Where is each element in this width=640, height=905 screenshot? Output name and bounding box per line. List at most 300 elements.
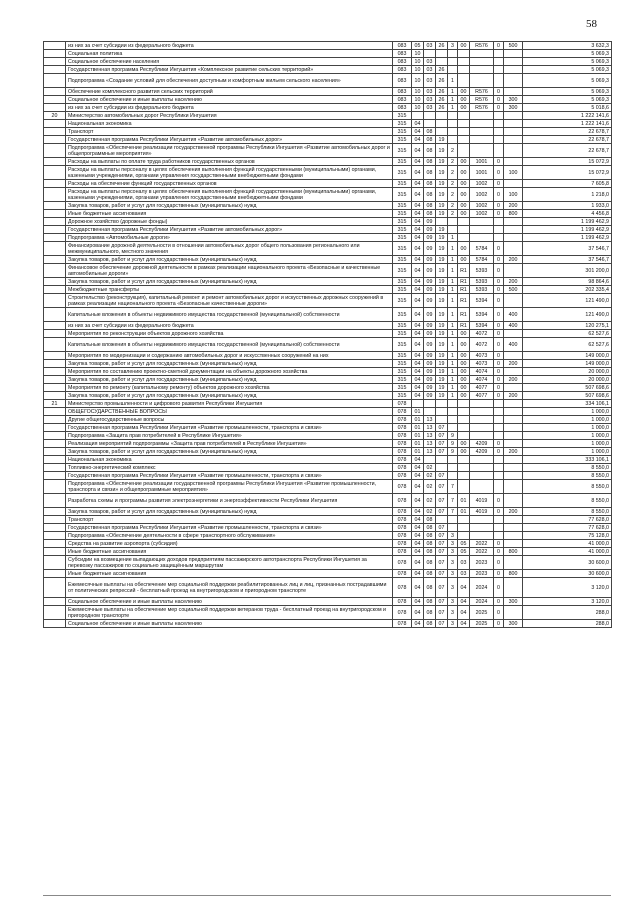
code-subprogram: 1 bbox=[448, 376, 458, 384]
code-sub-direction: 0 bbox=[494, 598, 504, 606]
code-ministry: 083 bbox=[393, 104, 412, 112]
code-section: 04 bbox=[412, 556, 424, 570]
row-number bbox=[44, 456, 66, 464]
code-section: 04 bbox=[412, 548, 424, 556]
row-amount: 5 069,3 bbox=[523, 96, 612, 104]
table-row bbox=[44, 144, 612, 158]
code-section: 01 bbox=[412, 448, 424, 456]
code-expense-type: 300 bbox=[504, 96, 523, 104]
code-section: 04 bbox=[412, 242, 424, 256]
row-amount: 3 120,0 bbox=[523, 598, 612, 606]
code-ministry: 078 bbox=[393, 400, 412, 408]
code-direction: 5784 bbox=[470, 256, 494, 264]
code-ministry: 078 bbox=[393, 524, 412, 532]
code-subsection: 08 bbox=[424, 136, 436, 144]
code-section: 04 bbox=[412, 264, 424, 278]
code-section: 10 bbox=[412, 66, 424, 74]
table-row bbox=[44, 368, 612, 376]
row-number bbox=[44, 188, 66, 202]
row-amount: 1 000,0 bbox=[523, 440, 612, 448]
code-event bbox=[458, 234, 470, 242]
code-section: 10 bbox=[412, 50, 424, 58]
row-amount: 121 490,0 bbox=[523, 294, 612, 308]
row-number bbox=[44, 166, 66, 180]
code-direction bbox=[470, 144, 494, 158]
row-amount: 15 072,9 bbox=[523, 166, 612, 180]
code-direction: R576 bbox=[470, 88, 494, 96]
code-section: 04 bbox=[412, 368, 424, 376]
code-section: 10 bbox=[412, 96, 424, 104]
code-sub-direction: 0 bbox=[494, 42, 504, 50]
row-amount: 507 698,6 bbox=[523, 384, 612, 392]
row-amount: 62 527,6 bbox=[523, 330, 612, 338]
code-event: 05 bbox=[458, 548, 470, 556]
code-expense-type bbox=[504, 352, 523, 360]
code-direction: 4072 bbox=[470, 330, 494, 338]
table-row bbox=[44, 74, 612, 88]
code-section: 04 bbox=[412, 166, 424, 180]
code-ministry: 083 bbox=[393, 66, 412, 74]
code-section: 04 bbox=[412, 218, 424, 226]
table-row bbox=[44, 294, 612, 308]
code-section: 04 bbox=[412, 338, 424, 352]
row-amount: 121 490,0 bbox=[523, 308, 612, 322]
row-number bbox=[44, 532, 66, 540]
code-event bbox=[458, 472, 470, 480]
code-program: 19 bbox=[436, 376, 448, 384]
row-name: ОБЩЕГОСУДАРСТВЕННЫЕ ВОПРОСЫ bbox=[66, 408, 393, 416]
row-number bbox=[44, 136, 66, 144]
row-number bbox=[44, 144, 66, 158]
code-subsection: 08 bbox=[424, 606, 436, 620]
code-sub-direction: 0 bbox=[494, 360, 504, 368]
code-subsection bbox=[424, 112, 436, 120]
code-section: 04 bbox=[412, 532, 424, 540]
table-row bbox=[44, 58, 612, 66]
code-direction bbox=[470, 112, 494, 120]
row-amount: 37 546,7 bbox=[523, 242, 612, 256]
table-row bbox=[44, 136, 612, 144]
code-section: 04 bbox=[412, 620, 424, 628]
code-sub-direction bbox=[494, 136, 504, 144]
code-program: 19 bbox=[436, 166, 448, 180]
row-number: 21 bbox=[44, 400, 66, 408]
row-number bbox=[44, 50, 66, 58]
code-ministry: 315 bbox=[393, 128, 412, 136]
code-subprogram: 9 bbox=[448, 440, 458, 448]
code-subprogram: 3 bbox=[448, 570, 458, 578]
row-name: Государственная программа Республики Ингушетия «Развитие автомобильных дорог» bbox=[66, 226, 393, 234]
row-name: Подпрограмма «Защита прав потребителей в Республике Ингушетия» bbox=[66, 432, 393, 440]
code-subprogram: 1 bbox=[448, 234, 458, 242]
code-program: 26 bbox=[436, 88, 448, 96]
code-section: 04 bbox=[412, 508, 424, 516]
row-amount: 22 678,7 bbox=[523, 128, 612, 136]
code-subprogram: 9 bbox=[448, 448, 458, 456]
table-row bbox=[44, 50, 612, 58]
code-ministry: 078 bbox=[393, 494, 412, 508]
code-subprogram: 1 bbox=[448, 322, 458, 330]
code-section: 04 bbox=[412, 360, 424, 368]
code-subprogram: 1 bbox=[448, 338, 458, 352]
code-sub-direction: 0 bbox=[494, 286, 504, 294]
row-name: Министерство автомобильных дорог Республики Ингушетия bbox=[66, 112, 393, 120]
code-expense-type bbox=[504, 368, 523, 376]
code-section: 04 bbox=[412, 598, 424, 606]
table-row bbox=[44, 472, 612, 480]
row-name: Капитальные вложения в объекты недвижимого имущества государственной (муниципальной) собственности bbox=[66, 308, 393, 322]
table-row bbox=[44, 494, 612, 508]
code-expense-type bbox=[504, 234, 523, 242]
code-event: 00 bbox=[458, 360, 470, 368]
table-row bbox=[44, 480, 612, 494]
row-number bbox=[44, 494, 66, 508]
table-row bbox=[44, 180, 612, 188]
code-section: 04 bbox=[412, 392, 424, 400]
code-sub-direction: 0 bbox=[494, 180, 504, 188]
row-number bbox=[44, 104, 66, 112]
code-event: 00 bbox=[458, 376, 470, 384]
code-program bbox=[436, 218, 448, 226]
code-ministry: 078 bbox=[393, 540, 412, 548]
row-number bbox=[44, 58, 66, 66]
code-ministry: 315 bbox=[393, 360, 412, 368]
code-section bbox=[412, 112, 424, 120]
code-subprogram: 2 bbox=[448, 202, 458, 210]
code-ministry: 078 bbox=[393, 464, 412, 472]
code-subsection: 02 bbox=[424, 494, 436, 508]
code-section: 04 bbox=[412, 376, 424, 384]
code-program: 07 bbox=[436, 424, 448, 432]
code-direction: 4077 bbox=[470, 384, 494, 392]
row-name: Мероприятия по реконструкции объектов дорожного хозяйства bbox=[66, 330, 393, 338]
code-direction bbox=[470, 120, 494, 128]
code-direction bbox=[470, 424, 494, 432]
code-ministry: 315 bbox=[393, 376, 412, 384]
code-event bbox=[458, 50, 470, 58]
code-event bbox=[458, 532, 470, 540]
row-amount: 202 335,4 bbox=[523, 286, 612, 294]
code-event: R1 bbox=[458, 322, 470, 330]
code-direction: 1001 bbox=[470, 158, 494, 166]
row-amount: 5 069,3 bbox=[523, 50, 612, 58]
code-direction: 4073 bbox=[470, 352, 494, 360]
code-subprogram bbox=[448, 416, 458, 424]
code-program: 07 bbox=[436, 432, 448, 440]
code-subprogram: 2 bbox=[448, 144, 458, 158]
code-expense-type bbox=[504, 120, 523, 128]
row-amount: 20 000,0 bbox=[523, 368, 612, 376]
code-sub-direction bbox=[494, 144, 504, 158]
row-amount: 8 550,0 bbox=[523, 464, 612, 472]
code-section: 01 bbox=[412, 408, 424, 416]
code-program: 26 bbox=[436, 104, 448, 112]
code-event bbox=[458, 464, 470, 472]
row-amount: 20 000,0 bbox=[523, 376, 612, 384]
code-program: 19 bbox=[436, 202, 448, 210]
code-sub-direction: 0 bbox=[494, 256, 504, 264]
code-sub-direction bbox=[494, 234, 504, 242]
code-subprogram: 7 bbox=[448, 508, 458, 516]
table-row bbox=[44, 278, 612, 286]
code-program bbox=[436, 120, 448, 128]
row-number bbox=[44, 416, 66, 424]
code-sub-direction: 0 bbox=[494, 606, 504, 620]
row-number bbox=[44, 432, 66, 440]
row-name: Министерство промышленности и цифрового развития Республики Ингушетия bbox=[66, 400, 393, 408]
code-direction: 1002 bbox=[470, 180, 494, 188]
row-name: из них за счет субсидии из федерального бюджета bbox=[66, 42, 393, 50]
row-amount: 120 275,1 bbox=[523, 322, 612, 330]
code-program: 19 bbox=[436, 136, 448, 144]
code-subprogram: 1 bbox=[448, 242, 458, 256]
code-subprogram: 2 bbox=[448, 210, 458, 218]
code-sub-direction: 0 bbox=[494, 548, 504, 556]
code-subsection: 09 bbox=[424, 392, 436, 400]
code-event: 03 bbox=[458, 556, 470, 570]
code-program: 26 bbox=[436, 66, 448, 74]
code-section: 04 bbox=[412, 472, 424, 480]
code-expense-type: 200 bbox=[504, 256, 523, 264]
table-row bbox=[44, 322, 612, 330]
code-expense-type: 200 bbox=[504, 278, 523, 286]
row-number bbox=[44, 548, 66, 556]
row-amount: 1 222 141,6 bbox=[523, 112, 612, 120]
code-program bbox=[436, 464, 448, 472]
code-ministry: 078 bbox=[393, 456, 412, 464]
code-sub-direction: 0 bbox=[494, 540, 504, 548]
row-number bbox=[44, 180, 66, 188]
code-expense-type bbox=[504, 112, 523, 120]
row-amount: 8 550,0 bbox=[523, 472, 612, 480]
row-amount: 15 072,9 bbox=[523, 158, 612, 166]
code-direction: 2022 bbox=[470, 548, 494, 556]
code-subprogram bbox=[448, 408, 458, 416]
code-sub-direction: 0 bbox=[494, 166, 504, 180]
code-sub-direction bbox=[494, 226, 504, 234]
code-subsection: 02 bbox=[424, 480, 436, 494]
code-sub-direction bbox=[494, 58, 504, 66]
code-program: 07 bbox=[436, 570, 448, 578]
code-sub-direction bbox=[494, 472, 504, 480]
code-expense-type bbox=[504, 158, 523, 166]
row-number bbox=[44, 158, 66, 166]
code-program: 07 bbox=[436, 494, 448, 508]
table-row bbox=[44, 448, 612, 456]
code-ministry: 315 bbox=[393, 352, 412, 360]
code-direction: 4019 bbox=[470, 494, 494, 508]
table-row bbox=[44, 166, 612, 180]
table-row bbox=[44, 256, 612, 264]
code-event bbox=[458, 128, 470, 136]
code-subsection: 09 bbox=[424, 352, 436, 360]
code-subsection: 08 bbox=[424, 524, 436, 532]
row-number bbox=[44, 120, 66, 128]
row-name: Иные бюджетные ассигнования bbox=[66, 570, 393, 578]
code-expense-type bbox=[504, 456, 523, 464]
code-subprogram bbox=[448, 456, 458, 464]
row-amount: 507 698,6 bbox=[523, 392, 612, 400]
code-subprogram: 1 bbox=[448, 264, 458, 278]
table-row bbox=[44, 532, 612, 540]
row-number bbox=[44, 88, 66, 96]
code-expense-type bbox=[504, 472, 523, 480]
code-subprogram: 3 bbox=[448, 556, 458, 570]
table-row bbox=[44, 352, 612, 360]
row-name: Социальная политика bbox=[66, 50, 393, 58]
row-number bbox=[44, 218, 66, 226]
code-program: 19 bbox=[436, 360, 448, 368]
code-ministry: 315 bbox=[393, 242, 412, 256]
code-direction bbox=[470, 524, 494, 532]
code-direction: 2025 bbox=[470, 620, 494, 628]
code-program bbox=[436, 416, 448, 424]
row-name: Государственная программа Республики Ингушетия «Комплексное развитие сельских территорий» bbox=[66, 66, 393, 74]
code-expense-type bbox=[504, 50, 523, 58]
code-direction bbox=[470, 400, 494, 408]
code-expense-type bbox=[504, 524, 523, 532]
row-name: Финансовое обеспечение дорожной деятельности в рамках реализации национального проекта «Безопасные и качественные автомобильные дороги» bbox=[66, 264, 393, 278]
code-subsection: 08 bbox=[424, 540, 436, 548]
code-ministry: 078 bbox=[393, 556, 412, 570]
code-program: 19 bbox=[436, 144, 448, 158]
row-number bbox=[44, 392, 66, 400]
code-subsection bbox=[424, 456, 436, 464]
code-expense-type: 300 bbox=[504, 104, 523, 112]
code-expense-type bbox=[504, 88, 523, 96]
row-amount: 22 678,7 bbox=[523, 144, 612, 158]
row-name: Национальная экономика bbox=[66, 456, 393, 464]
code-program: 07 bbox=[436, 578, 448, 598]
code-event bbox=[458, 144, 470, 158]
row-amount: 1 000,0 bbox=[523, 408, 612, 416]
code-direction bbox=[470, 432, 494, 440]
row-amount: 8 550,0 bbox=[523, 508, 612, 516]
row-name: Разработка схемы и программы развития электроэнергетики и энергоэффективности Республики Ингушетия bbox=[66, 494, 393, 508]
code-program: 19 bbox=[436, 384, 448, 392]
code-ministry: 315 bbox=[393, 166, 412, 180]
code-event: 00 bbox=[458, 352, 470, 360]
code-subsection: 08 bbox=[424, 556, 436, 570]
table-row bbox=[44, 330, 612, 338]
table-row bbox=[44, 66, 612, 74]
code-program bbox=[436, 112, 448, 120]
code-section: 04 bbox=[412, 456, 424, 464]
code-ministry: 315 bbox=[393, 226, 412, 234]
code-subprogram bbox=[448, 66, 458, 74]
code-event: 00 bbox=[458, 440, 470, 448]
code-ministry: 078 bbox=[393, 448, 412, 456]
code-subsection: 09 bbox=[424, 242, 436, 256]
code-subsection bbox=[424, 408, 436, 416]
code-subsection: 09 bbox=[424, 264, 436, 278]
row-name: из них за счет субсидии из федерального бюджета bbox=[66, 322, 393, 330]
code-program bbox=[436, 408, 448, 416]
code-program: 19 bbox=[436, 338, 448, 352]
code-sub-direction: 0 bbox=[494, 264, 504, 278]
table-row bbox=[44, 598, 612, 606]
code-sub-direction bbox=[494, 532, 504, 540]
row-number bbox=[44, 516, 66, 524]
code-direction: 5393 bbox=[470, 264, 494, 278]
code-ministry: 078 bbox=[393, 440, 412, 448]
code-subprogram bbox=[448, 424, 458, 432]
code-expense-type bbox=[504, 480, 523, 494]
code-section: 04 bbox=[412, 524, 424, 532]
code-direction bbox=[470, 128, 494, 136]
code-expense-type bbox=[504, 578, 523, 598]
code-subsection: 03 bbox=[424, 58, 436, 66]
row-number bbox=[44, 540, 66, 548]
code-program: 19 bbox=[436, 352, 448, 360]
code-direction bbox=[470, 416, 494, 424]
code-program: 07 bbox=[436, 540, 448, 548]
code-subsection: 09 bbox=[424, 218, 436, 226]
table-row bbox=[44, 392, 612, 400]
code-event bbox=[458, 456, 470, 464]
code-ministry: 315 bbox=[393, 234, 412, 242]
code-section: 01 bbox=[412, 424, 424, 432]
code-program: 19 bbox=[436, 322, 448, 330]
code-direction: 1002 bbox=[470, 188, 494, 202]
code-subsection: 09 bbox=[424, 226, 436, 234]
code-direction: 4209 bbox=[470, 440, 494, 448]
row-name: Ежемесячные выплаты на обеспечение мер социальной поддержки реабилитированных лиц и лиц, признанных пострадавшими от политических репрессий - бесплатный проезд на внутригородском и пригородном транспорте bbox=[66, 578, 393, 598]
code-subprogram: 3 bbox=[448, 532, 458, 540]
code-ministry: 315 bbox=[393, 202, 412, 210]
code-sub-direction: 0 bbox=[494, 392, 504, 400]
row-number bbox=[44, 202, 66, 210]
row-amount: 5 018,6 bbox=[523, 104, 612, 112]
code-direction: 5784 bbox=[470, 242, 494, 256]
code-expense-type: 300 bbox=[504, 620, 523, 628]
table-row bbox=[44, 440, 612, 448]
code-program: 07 bbox=[436, 448, 448, 456]
row-name: Государственная программа Республики Ингушетия «Развитие промышленности, транспорта и связи» bbox=[66, 424, 393, 432]
code-program: 07 bbox=[436, 548, 448, 556]
row-name: Расходы на обеспечение функций государственных органов bbox=[66, 180, 393, 188]
code-subprogram: 1 bbox=[448, 330, 458, 338]
code-sub-direction: 0 bbox=[494, 448, 504, 456]
code-subprogram: 3 bbox=[448, 548, 458, 556]
code-expense-type bbox=[504, 136, 523, 144]
code-section: 04 bbox=[412, 480, 424, 494]
code-expense-type bbox=[504, 416, 523, 424]
row-number bbox=[44, 242, 66, 256]
code-subsection: 09 bbox=[424, 294, 436, 308]
row-amount: 8 550,0 bbox=[523, 480, 612, 494]
code-subprogram: 3 bbox=[448, 540, 458, 548]
table-row bbox=[44, 376, 612, 384]
row-number bbox=[44, 308, 66, 322]
code-event: 00 bbox=[458, 158, 470, 166]
code-direction: R576 bbox=[470, 104, 494, 112]
code-direction: 2022 bbox=[470, 540, 494, 548]
code-ministry: 315 bbox=[393, 188, 412, 202]
code-direction bbox=[470, 136, 494, 144]
code-subsection bbox=[424, 120, 436, 128]
code-expense-type: 800 bbox=[504, 548, 523, 556]
code-sub-direction: 0 bbox=[494, 376, 504, 384]
code-sub-direction bbox=[494, 432, 504, 440]
code-subsection: 13 bbox=[424, 432, 436, 440]
row-amount: 333 106,1 bbox=[523, 456, 612, 464]
code-subprogram bbox=[448, 472, 458, 480]
code-subprogram: 7 bbox=[448, 494, 458, 508]
code-subprogram: 1 bbox=[448, 384, 458, 392]
code-event: 04 bbox=[458, 598, 470, 606]
code-sub-direction bbox=[494, 400, 504, 408]
